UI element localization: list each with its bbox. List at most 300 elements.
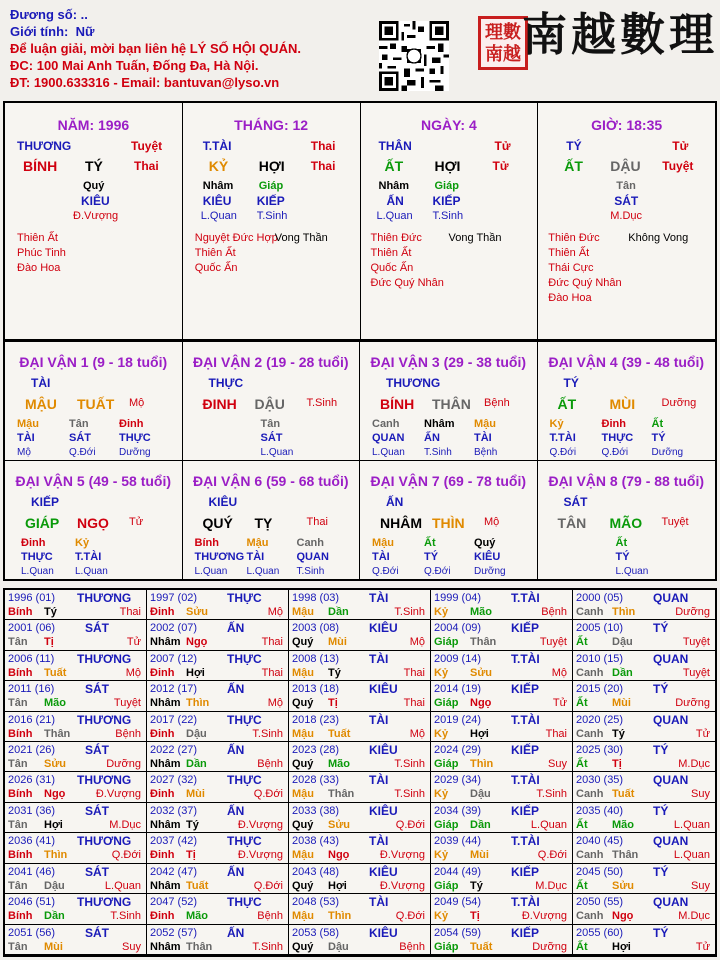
- year-stage: L.Quan: [104, 879, 141, 892]
- year-stem: Nhâm: [150, 818, 181, 831]
- cycle-title: ĐẠI VẬN 7 (69 - 78 tuổi): [370, 473, 527, 489]
- cycle-stem: GIÁP: [25, 515, 60, 531]
- cycle-hidden-god: QUAN: [296, 551, 329, 563]
- year-god: TÀI: [369, 651, 389, 666]
- year-stage: Suy: [691, 879, 710, 892]
- year-stage: Đ.Vượng: [379, 879, 425, 892]
- year-branch: Hợi: [328, 879, 347, 892]
- year-god: KIẾP: [511, 803, 540, 818]
- year-god: QUAN: [653, 773, 689, 788]
- year-stem: Ất: [576, 940, 588, 953]
- year-god: THỰC: [227, 773, 262, 788]
- cycle-branch: DẬU: [254, 396, 285, 412]
- year-god: TÀI: [369, 773, 389, 788]
- year-branch: Dần: [470, 818, 491, 831]
- year-branch: Ngọ: [612, 910, 634, 923]
- year-god: SÁT: [85, 743, 109, 758]
- cycle-hidden-stem: Đinh: [21, 537, 46, 549]
- year-branch: Sửu: [44, 758, 67, 771]
- year-stage: Q.Đới: [395, 910, 425, 923]
- cycle-hidden-god: TÝ: [424, 551, 439, 563]
- cycle-title: ĐẠI VẬN 3 (29 - 38 tuổi): [370, 354, 527, 370]
- annual-cycle-cell: [5, 925, 147, 955]
- year-branch: Sửu: [328, 818, 351, 831]
- year-god: TÀI: [369, 591, 389, 605]
- annual-cycle-cell: [573, 742, 715, 772]
- year-stage: T.Sinh: [394, 758, 425, 771]
- year-stem: Mậu: [292, 788, 314, 801]
- annual-cycles-table: [3, 588, 717, 957]
- cycle-stem: ĐINH: [202, 396, 237, 412]
- year-label: 2048 (53): [292, 896, 340, 909]
- contact-line: Để luận giải, mời bạn liên hệ LÝ SỐ HỘI QUÁN.: [10, 41, 301, 56]
- annual-cycle-cell: [5, 712, 147, 742]
- annual-cycle-cell: [573, 712, 715, 742]
- year-stage: M.Dục: [535, 879, 567, 892]
- cycle-hidden-god: THƯƠNG: [194, 551, 245, 563]
- year-stem: Mậu: [292, 606, 314, 618]
- pillar-top-god: THƯƠNG: [17, 139, 72, 153]
- year-branch: Dậu: [186, 727, 207, 740]
- pillar-phase: Thai: [310, 159, 336, 173]
- year-branch: Hợi: [470, 727, 489, 740]
- cycle-top-god: ẤN: [386, 495, 404, 509]
- year-branch: Mùi: [612, 697, 631, 710]
- year-stem: Mậu: [292, 727, 314, 740]
- pillar-stem: ẤT: [384, 158, 404, 174]
- cycle-hidden-stem: Đinh: [601, 418, 626, 430]
- year-stage: Bệnh: [115, 727, 141, 740]
- header: [10, 6, 301, 91]
- annual-cycle-cell: [573, 651, 715, 681]
- cycle-hidden-god: T.TÀI: [75, 551, 102, 563]
- pillar-phase: Thai: [134, 159, 159, 173]
- year-god: ẤN: [227, 864, 245, 879]
- cycle-hidden-stage: T.Sinh: [296, 566, 325, 577]
- year-stage: Thai: [403, 697, 425, 710]
- year-stem: Giáp: [434, 818, 459, 831]
- year-branch: Dậu: [470, 788, 491, 801]
- year-label: 2039 (44): [434, 835, 482, 848]
- year-stem: Kỷ: [434, 727, 449, 740]
- cycle-hidden-stem: Mậu: [372, 537, 394, 549]
- year-god: THỰC: [227, 834, 262, 849]
- cycle-phase: Bệnh: [484, 397, 510, 409]
- year-god: ẤN: [227, 621, 245, 636]
- annual-cycle-cell: [147, 772, 289, 802]
- pillar-star: Thiên Đức: [370, 232, 422, 244]
- year-stem: Ất: [576, 697, 588, 710]
- pillar-star: Quốc Ấn: [194, 262, 238, 274]
- cycle-hidden-god: TÀI: [372, 551, 390, 563]
- pillar-hidden-stage: Đ.Vượng: [73, 210, 119, 222]
- year-branch: Dần: [44, 910, 65, 923]
- cycle-hidden-god: SÁT: [69, 432, 91, 444]
- year-god: QUAN: [653, 651, 689, 666]
- year-god: SÁT: [85, 864, 109, 879]
- year-label: 2010 (15): [576, 652, 624, 665]
- year-branch: Dậu: [328, 940, 349, 953]
- year-stage: Mộ: [267, 697, 283, 710]
- pillar-star: Thiên Ất: [17, 232, 58, 244]
- year-stem: Kỷ: [434, 788, 449, 801]
- pillar-hidden-god: SÁT: [614, 194, 639, 208]
- cycle-title: ĐẠI VẬN 2 (19 - 28 tuổi): [192, 354, 349, 370]
- four-pillars-table: [3, 101, 717, 341]
- major-cycle-cell: [5, 341, 183, 460]
- year-stage: T.Sinh: [252, 940, 283, 953]
- cycle-stem: QUÝ: [202, 515, 233, 531]
- year-branch: Hợi: [186, 666, 205, 679]
- cycle-hidden-stem: Mậu: [246, 537, 269, 549]
- cycle-hidden-stem: Kỷ: [75, 537, 90, 549]
- year-stem: Kỷ: [434, 666, 449, 679]
- annual-cycle-cell: [573, 894, 715, 924]
- pillar-hidden-stage: L.Quan: [200, 210, 237, 222]
- cycle-hidden-stage: Q.Đới: [372, 566, 399, 577]
- year-label: 2041 (46): [8, 865, 56, 878]
- year-stem: Bính: [8, 849, 33, 862]
- year-branch: Tý: [44, 606, 57, 618]
- year-branch: Mùi: [44, 940, 63, 953]
- year-stem: Đinh: [150, 910, 175, 923]
- annual-cycle-cell: [5, 803, 147, 833]
- pillar-title: NGÀY: 4: [421, 117, 477, 133]
- year-stage: Q.Đới: [253, 879, 283, 892]
- year-god: QUAN: [653, 834, 689, 849]
- pillar-hidden-god: KIẾP: [432, 194, 461, 208]
- pillar-month: [183, 103, 361, 339]
- pillar-top-god: TÝ: [566, 139, 582, 153]
- annual-cycle-cell: [431, 742, 573, 772]
- year-god: QUAN: [653, 895, 689, 910]
- year-god: KIÊU: [369, 621, 398, 636]
- pillar-star: Đức Quý Nhân: [548, 277, 622, 289]
- pillar-hidden-stem: Nhâm: [202, 180, 234, 192]
- year-stage: Mộ: [551, 666, 567, 679]
- year-stem: Mậu: [292, 849, 314, 862]
- year-stem: Nhâm: [150, 879, 181, 892]
- cycle-hidden-god: TÝ: [651, 432, 666, 444]
- year-stem: Canh: [576, 788, 604, 801]
- year-stage: Tử: [126, 636, 141, 649]
- annual-cycle-cell: [573, 590, 715, 620]
- year-label: 2004 (09): [434, 622, 482, 635]
- year-god: THƯƠNG: [77, 651, 132, 666]
- pillar-hour: [538, 103, 715, 339]
- cycle-hidden-stage: L.Quan: [194, 566, 228, 577]
- annual-cycle-cell: [289, 681, 431, 711]
- pillar-star-bad: Vong Thần: [448, 232, 502, 244]
- year-branch: Mùi: [328, 636, 347, 649]
- year-branch: Mão: [44, 697, 66, 710]
- year-branch: Hợi: [612, 940, 631, 953]
- year-label: 2006 (11): [8, 652, 55, 665]
- year-stage: Thai: [261, 666, 283, 679]
- gender-value: Nữ: [75, 24, 95, 39]
- year-god: T.TÀI: [511, 834, 540, 849]
- year-branch: Tị: [328, 697, 338, 710]
- year-stage: Bệnh: [399, 940, 425, 953]
- year-label: 2042 (47): [150, 865, 198, 878]
- cycle-stem: TÂN: [557, 515, 587, 531]
- cycle-hidden-god: THỰC: [601, 432, 634, 444]
- cycle-stem: ẤT: [557, 396, 577, 412]
- pillar-branch: DẬU: [610, 158, 641, 174]
- annual-cycle-cell: [573, 803, 715, 833]
- pillar-stem: KỶ: [208, 158, 229, 174]
- year-stem: Giáp: [434, 940, 459, 953]
- year-stage: Thai: [119, 606, 141, 618]
- pillar-hidden-stem: Nhâm: [378, 180, 410, 192]
- pillar-day: [361, 103, 539, 339]
- pillar-hidden-stem: Tân: [616, 180, 636, 192]
- seal-icon: [478, 16, 528, 70]
- year-label: 2005 (10): [576, 622, 624, 635]
- year-stem: Bính: [8, 910, 33, 923]
- year-label: 2051 (56): [8, 926, 56, 939]
- annual-cycle-cell: [147, 925, 289, 955]
- annual-cycle-cell: [431, 894, 573, 924]
- pillar-title: NĂM: 1996: [57, 117, 130, 133]
- year-stem: Giáp: [434, 697, 459, 710]
- annual-cycle-cell: [431, 772, 573, 802]
- year-stem: Canh: [576, 910, 604, 923]
- year-god: KIẾP: [511, 925, 540, 940]
- annual-cycle-cell: [431, 681, 573, 711]
- cycle-phase: Tử: [129, 516, 144, 528]
- cycle-hidden-stem: Nhâm: [424, 418, 455, 430]
- year-god: KIÊU: [369, 864, 398, 879]
- year-god: THƯƠNG: [77, 834, 132, 849]
- qr-code-icon[interactable]: [379, 21, 449, 91]
- cycle-hidden-stem: Quý: [474, 537, 496, 549]
- year-branch: Thìn: [470, 758, 494, 771]
- annual-cycle-cell: [289, 772, 431, 802]
- pillar-top-phase: Tuyệt: [131, 139, 163, 153]
- annual-cycle-cell: [289, 742, 431, 772]
- year-god: TÀI: [369, 834, 389, 849]
- cycle-hidden-god: TÀI: [474, 432, 492, 444]
- pillar-star: Thiên Ất: [370, 247, 412, 259]
- year-god: QUAN: [653, 591, 689, 605]
- pillar-stem: BÍNH: [23, 158, 58, 174]
- cycle-hidden-stem: Ất: [615, 537, 628, 549]
- annual-cycle-cell: [5, 620, 147, 650]
- year-god: TÝ: [653, 864, 669, 879]
- year-stem: Bính: [8, 727, 33, 740]
- year-stage: T.Sinh: [110, 910, 141, 923]
- year-branch: Thân: [470, 636, 497, 649]
- year-god: TÝ: [653, 621, 669, 636]
- pillar-hidden-god: KIÊU: [202, 194, 232, 208]
- year-stem: Quý: [292, 818, 314, 831]
- year-branch: Tuất: [186, 879, 209, 892]
- year-label: 2053 (58): [292, 926, 340, 939]
- cycle-hidden-god: THỰC: [119, 432, 151, 444]
- year-branch: Ngọ: [470, 697, 492, 710]
- annual-cycle-cell: [573, 772, 715, 802]
- cycle-hidden-stage: Bệnh: [474, 447, 498, 458]
- year-stem: Canh: [576, 606, 604, 618]
- year-stem: Quý: [292, 697, 314, 710]
- year-label: 2003 (08): [292, 622, 340, 635]
- annual-cycle-cell: [147, 864, 289, 894]
- cycle-top-god: TÀI: [31, 376, 51, 390]
- year-stem: Ất: [576, 818, 588, 831]
- cycle-top-god: THƯƠNG: [386, 376, 441, 390]
- pillar-star-bad: Không Vong: [628, 232, 689, 244]
- year-branch: Dần: [328, 606, 349, 618]
- pillar-star: Đào Hoa: [548, 292, 592, 304]
- pillar-branch: TÝ: [85, 158, 103, 174]
- year-stem: Bính: [8, 606, 33, 618]
- annual-cycle-cell: [147, 742, 289, 772]
- year-god: KIÊU: [369, 743, 398, 758]
- year-label: 2015 (20): [576, 683, 624, 696]
- annual-cycle-cell: [147, 833, 289, 863]
- pillar-star: Thái Cực: [548, 262, 594, 274]
- year-stem: Đinh: [150, 606, 175, 618]
- major-cycle-cell: [183, 341, 361, 460]
- cycle-branch: TUẤT: [77, 396, 115, 412]
- year-god: ẤN: [227, 682, 245, 697]
- year-god: THỰC: [227, 895, 262, 910]
- year-stage: T.Sinh: [394, 788, 425, 801]
- annual-cycle-cell: [5, 864, 147, 894]
- annual-cycle-cell: [289, 712, 431, 742]
- year-stage: Đ.Vượng: [379, 849, 425, 862]
- year-branch: Tuất: [44, 666, 67, 679]
- year-stem: Quý: [292, 879, 314, 892]
- annual-cycle-cell: [289, 590, 431, 620]
- cycle-hidden-god: T.TÀI: [549, 432, 576, 444]
- pillar-top-phase: Thai: [310, 139, 336, 153]
- cycle-hidden-stage: Dưỡng: [474, 566, 506, 577]
- year-stage: T.Sinh: [252, 727, 283, 740]
- year-branch: Dần: [612, 666, 633, 679]
- cycle-hidden-stem: Tân: [69, 418, 89, 430]
- year-stage: Q.Đới: [395, 818, 425, 831]
- year-stem: Ất: [576, 636, 588, 649]
- cycle-hidden-stem: Ất: [651, 418, 664, 430]
- year-god: TÝ: [653, 743, 669, 758]
- year-label: 2043 (48): [292, 865, 340, 878]
- major-cycle-cell: [538, 341, 716, 460]
- annual-cycle-cell: [5, 590, 147, 620]
- annual-cycle-cell: [573, 864, 715, 894]
- pillar-top-phase: Tử: [494, 139, 511, 153]
- year-label: 2000 (05): [576, 592, 624, 604]
- year-label: 2016 (21): [8, 713, 56, 726]
- pillar-star-bad: Vong Thần: [274, 232, 328, 244]
- cycle-phase: Dưỡng: [661, 397, 697, 409]
- year-god: QUAN: [653, 712, 689, 727]
- year-stage: T.Sinh: [536, 788, 567, 801]
- cycle-hidden-stem: Bính: [194, 537, 219, 549]
- year-god: SÁT: [85, 682, 109, 697]
- year-stage: Suy: [122, 940, 141, 953]
- year-stem: Tân: [8, 940, 28, 953]
- cycle-phase: Thai: [306, 516, 328, 528]
- year-stage: M.Dục: [678, 910, 710, 923]
- year-god: TÀI: [369, 712, 389, 727]
- annual-cycle-cell: [289, 864, 431, 894]
- year-branch: Thân: [186, 940, 213, 953]
- cycle-branch: MÃO: [609, 515, 643, 531]
- year-branch: Hợi: [44, 818, 63, 831]
- year-label: 2045 (50): [576, 865, 624, 878]
- year-label: 2008 (13): [292, 652, 340, 665]
- cycle-phase: Tuyệt: [661, 516, 689, 528]
- pillar-year: [5, 103, 183, 339]
- year-stem: Nhâm: [150, 697, 181, 710]
- cycle-top-god: TÝ: [563, 376, 579, 390]
- annual-cycle-cell: [5, 894, 147, 924]
- year-label: 2028 (33): [292, 774, 340, 787]
- pillar-phase: Tuyệt: [662, 159, 694, 173]
- pillar-star: Thiên Ất: [548, 247, 590, 259]
- cycle-hidden-stem: Kỷ: [549, 418, 564, 430]
- year-god: THỰC: [227, 712, 262, 727]
- annual-cycle-cell: [431, 651, 573, 681]
- cycle-hidden-stage: Q.Đới: [549, 447, 577, 458]
- pillar-stem: ẤT: [564, 158, 583, 174]
- cycle-stem: NHÂM: [380, 515, 422, 531]
- year-branch: Mùi: [470, 849, 489, 862]
- pillar-hidden-god: ẤN: [386, 194, 404, 208]
- cycle-hidden-god: TÝ: [615, 551, 630, 563]
- year-label: 2049 (54): [434, 896, 482, 909]
- pillar-star: Thiên Ất: [194, 247, 236, 259]
- cycle-title: ĐẠI VẬN 5 (49 - 58 tuổi): [15, 473, 172, 489]
- year-god: T.TÀI: [511, 712, 540, 727]
- year-stem: Canh: [576, 849, 604, 862]
- cycle-phase: Mộ: [129, 397, 145, 409]
- year-god: KIẾP: [511, 743, 540, 758]
- pillar-hidden-stem: Giáp: [258, 180, 284, 192]
- annual-cycle-cell: [147, 590, 289, 620]
- year-stage: Dưỡng: [675, 697, 710, 710]
- annual-cycle-cell: [573, 681, 715, 711]
- year-label: 1996 (01): [8, 592, 56, 604]
- year-stem: Tân: [8, 879, 28, 892]
- cycle-phase: T.Sinh: [306, 397, 338, 409]
- year-stage: Q.Đới: [253, 788, 283, 801]
- year-branch: Tuất: [470, 940, 493, 953]
- owner-label: Đương số:: [10, 7, 78, 22]
- year-label: 2025 (30): [576, 744, 624, 757]
- year-label: 2011 (16): [8, 683, 55, 696]
- cycle-hidden-stage: L.Quan: [260, 447, 294, 458]
- year-stage: Q.Đới: [537, 849, 567, 862]
- pillar-title: GIỜ: 18:35: [591, 117, 663, 133]
- year-stem: Bính: [8, 788, 33, 801]
- year-stage: M.Dục: [678, 758, 710, 771]
- year-branch: Sửu: [612, 879, 635, 892]
- annual-cycle-cell: [289, 651, 431, 681]
- year-stage: Đ.Vượng: [237, 849, 283, 862]
- year-god: THƯƠNG: [77, 773, 132, 788]
- year-label: 1998 (03): [292, 592, 340, 604]
- year-god: T.TÀI: [511, 773, 540, 788]
- year-stem: Kỷ: [434, 606, 449, 618]
- year-stem: Nhâm: [150, 940, 181, 953]
- annual-cycle-cell: [573, 833, 715, 863]
- year-branch: Sửu: [186, 606, 209, 618]
- major-cycle-cell: [183, 460, 361, 579]
- year-branch: Tị: [186, 849, 196, 862]
